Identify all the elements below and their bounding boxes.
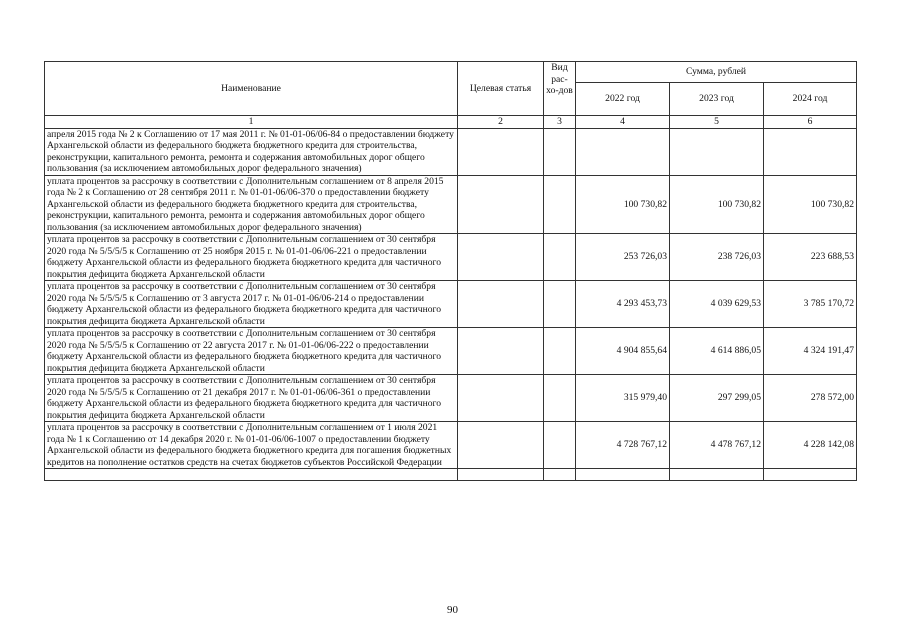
row-value-2023: 4 614 886,05 <box>670 328 764 375</box>
table-row <box>45 281 857 328</box>
row-expense-type <box>544 234 576 281</box>
row-target-article <box>458 422 544 469</box>
row-expense-type <box>544 281 576 328</box>
column-number-row <box>45 116 857 129</box>
row-value-2024: 3 785 170,72 <box>764 281 857 328</box>
row-value-2024: 278 572,00 <box>764 375 857 422</box>
budget-table <box>44 61 857 481</box>
row-value-2022: 4 293 453,73 <box>576 281 670 328</box>
row-value-2023 <box>670 128 764 175</box>
row-value-2023: 297 299,05 <box>670 375 764 422</box>
row-value-2022: 4 728 767,12 <box>576 422 670 469</box>
row-target-article <box>458 234 544 281</box>
column-number: 5 <box>670 116 764 129</box>
table-row <box>45 375 857 422</box>
table-row <box>45 128 857 175</box>
table-row <box>45 422 857 469</box>
header-name: Наименование <box>45 62 458 116</box>
header-target-article: Целевая статья <box>458 62 544 116</box>
table-row <box>45 328 857 375</box>
empty-cell <box>45 469 458 481</box>
header-sum: Сумма, рублей <box>576 62 857 83</box>
row-target-article <box>458 281 544 328</box>
table-row <box>45 234 857 281</box>
row-expense-type <box>544 328 576 375</box>
column-number: 1 <box>45 116 458 129</box>
row-value-2024: 4 324 191,47 <box>764 328 857 375</box>
row-expense-type <box>544 128 576 175</box>
table-row <box>45 175 857 234</box>
column-number: 6 <box>764 116 857 129</box>
page-number: 90 <box>447 604 458 616</box>
row-expense-type <box>544 422 576 469</box>
row-value-2023: 4 478 767,12 <box>670 422 764 469</box>
header-year-2022: 2022 год <box>576 83 670 116</box>
row-description: уплата процентов за рассрочку в соответствии с Дополнительным соглашением от 8 апреля 2015 года № 2 к Соглашению от 28 сентября 2011 г. № 01-01-06/06-370 о предоставлении бюджету Архангельской области из федерального бюджета бюджетного кредита для строительства, реконструкции, капитального ремонта, ремонта и содержания автомобильных дорог общего пользования (за исключением автомобильных дорог федерального значения) <box>45 175 458 234</box>
empty-cell <box>544 469 576 481</box>
row-target-article <box>458 175 544 234</box>
row-value-2022 <box>576 128 670 175</box>
row-value-2023: 4 039 629,53 <box>670 281 764 328</box>
column-number: 3 <box>544 116 576 129</box>
empty-cell <box>576 469 670 481</box>
row-description: уплата процентов за рассрочку в соответствии с Дополнительным соглашением от 1 июля 2021 года № 1 к Соглашению от 14 декабря 2020 г. № 01-01-06/06-1007 о предоставлении бюджету Архангельской области из федерального бюджета бюджетного кредита для погашения бюджетных кредитов на пополнение остатков средств на счетах бюджетов субъектов Российской Федерации <box>45 422 458 469</box>
table-row-empty <box>45 469 857 481</box>
empty-cell <box>764 469 857 481</box>
row-description: апреля 2015 года № 2 к Соглашению от 17 мая 2011 г. № 01-01-06/06-84 о предоставлении бюджету Архангельской области из федерального бюджета бюджетного кредита для строительства, реконструкции, капитального ремонта, ремонта и содержания автомобильных дорог общего пользования (за исключением автомобильных дорог федерального значения) <box>45 128 458 175</box>
column-number: 4 <box>576 116 670 129</box>
column-number: 2 <box>458 116 544 129</box>
header-year-2023: 2023 год <box>670 83 764 116</box>
empty-cell <box>670 469 764 481</box>
row-description: уплата процентов за рассрочку в соответствии с Дополнительным соглашением от 30 сентября 2020 года № 5/5/5/5 к Соглашению от 22 августа 2017 г. № 01-01-06/06-222 о предоставлении бюджету Архангельской области из федерального бюджета бюджетного кредита для частичного покрытия дефицита бюджета Архангельской области <box>45 328 458 375</box>
row-description: уплата процентов за рассрочку в соответствии с Дополнительным соглашением от 30 сентября 2020 года № 5/5/5/5 к Соглашению от 21 декабря 2017 г. № 01-01-06/06-361 о предоставлении бюджету Архангельской области из федерального бюджета бюджетного кредита для частичного покрытия дефицита бюджета Архангельской области <box>45 375 458 422</box>
row-value-2023: 100 730,82 <box>670 175 764 234</box>
row-value-2022: 100 730,82 <box>576 175 670 234</box>
row-description: уплата процентов за рассрочку в соответствии с Дополнительным соглашением от 30 сентября 2020 года № 5/5/5/5 к Соглашению от 3 августа 2017 г. № 01-01-06/06-214 о предоставлении бюджету Архангельской области из федерального бюджета бюджетного кредита для частичного покрытия дефицита бюджета Архангельской области <box>45 281 458 328</box>
row-value-2024: 223 688,53 <box>764 234 857 281</box>
empty-cell <box>458 469 544 481</box>
row-target-article <box>458 128 544 175</box>
row-value-2024 <box>764 128 857 175</box>
row-value-2022: 315 979,40 <box>576 375 670 422</box>
row-value-2022: 253 726,03 <box>576 234 670 281</box>
row-target-article <box>458 375 544 422</box>
row-value-2024: 100 730,82 <box>764 175 857 234</box>
header-expense-type: Вид рас-хо-дов <box>544 62 576 116</box>
row-target-article <box>458 328 544 375</box>
row-expense-type <box>544 375 576 422</box>
row-expense-type <box>544 175 576 234</box>
row-value-2024: 4 228 142,08 <box>764 422 857 469</box>
row-description: уплата процентов за рассрочку в соответствии с Дополнительным соглашением от 30 сентября 2020 года № 5/5/5/5 к Соглашению от 25 ноября 2015 г. № 01-01-06/06-221 о предоставлении бюджету Архангельской области из федерального бюджета бюджетного кредита для частичного покрытия дефицита бюджета Архангельской области <box>45 234 458 281</box>
header-row-1 <box>45 62 857 83</box>
row-value-2022: 4 904 855,64 <box>576 328 670 375</box>
header-year-2024: 2024 год <box>764 83 857 116</box>
row-value-2023: 238 726,03 <box>670 234 764 281</box>
